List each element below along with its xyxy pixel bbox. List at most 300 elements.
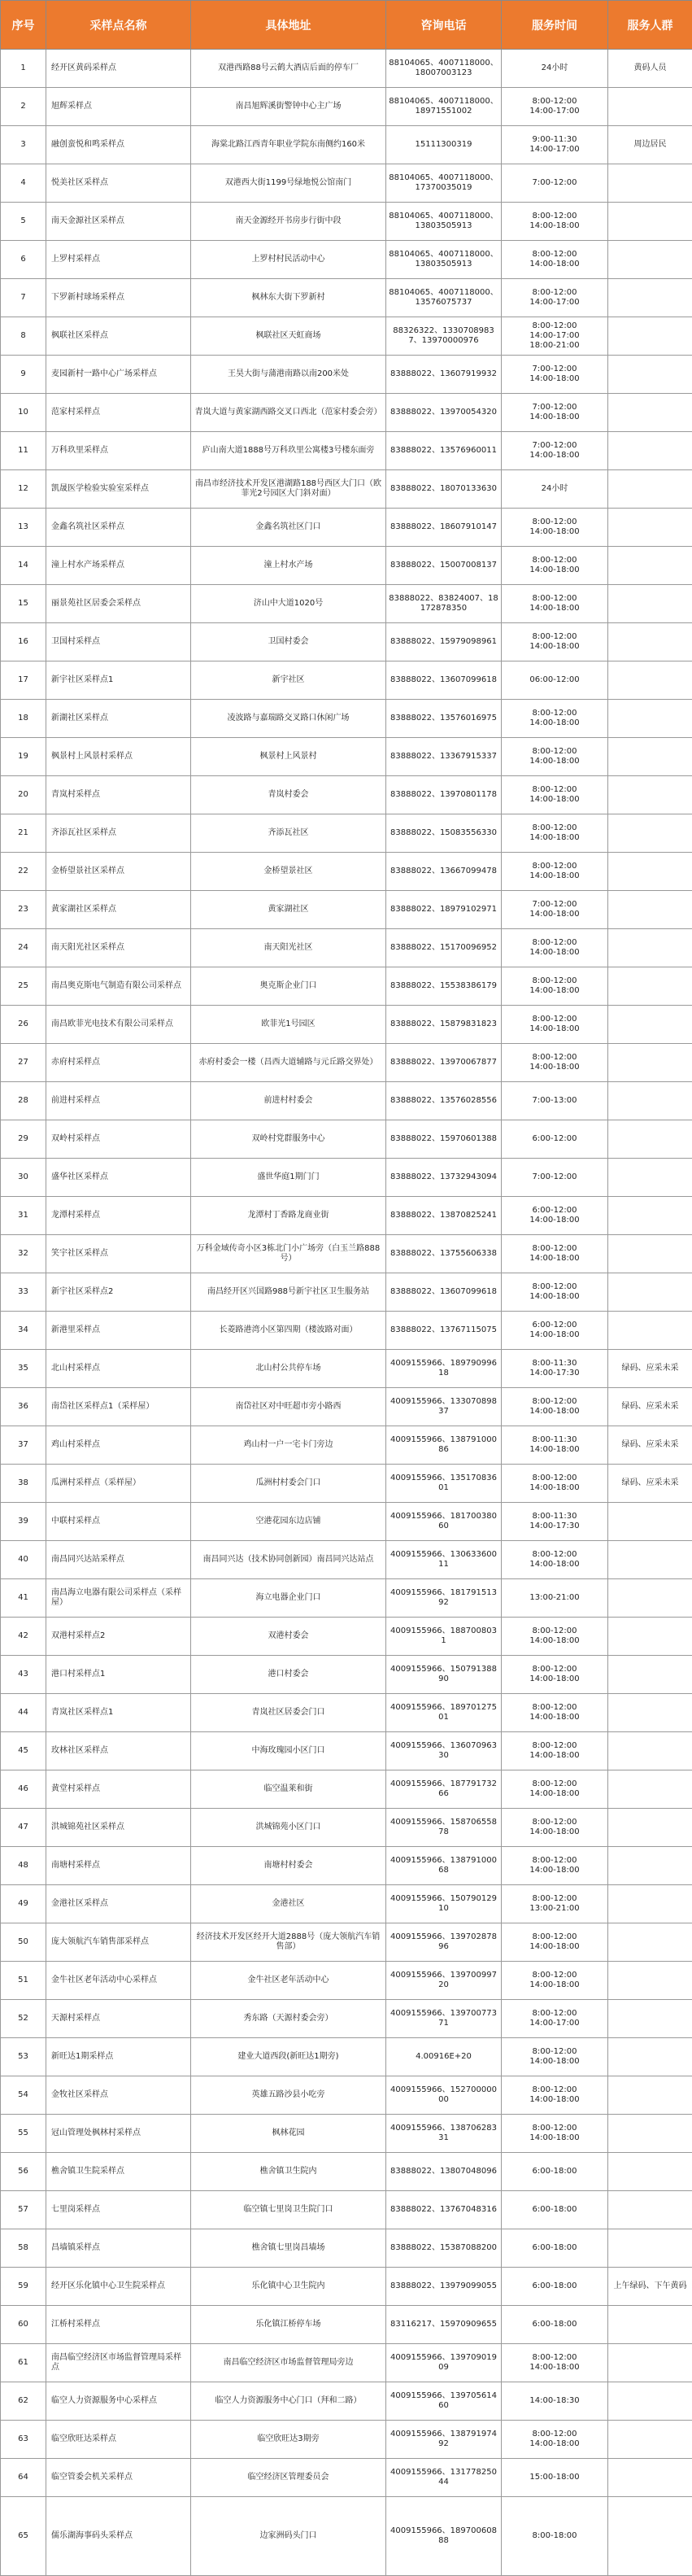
cell-time: 8:00-12:00 14:00-18:00 [502,2038,608,2076]
cell-phone: 83888022、13870825241 [386,1197,502,1235]
cell-name: 麦园新村一路中心广场采样点 [46,356,191,394]
cell-time: 9:00-11:30 14:00-17:00 [502,126,608,164]
cell-phone: 4009155966、18979099618 [386,1350,502,1388]
cell-phone: 83888022、13576016975 [386,700,502,738]
cell-crowd [608,967,692,1006]
cell-address: 双港西路88号云鹤大酒店后面的停车厂 [191,50,386,88]
cell-phone: 83888022、15979098961 [386,623,502,661]
cell-name: 旭辉采样点 [46,88,191,126]
cell-time: 8:00-12:00 14:00-18:00 [502,1770,608,1809]
cell-crowd [608,1694,692,1732]
cell-no: 47 [1,1809,46,1847]
cell-name: 南昌同兴达站采样点 [46,1541,191,1579]
cell-no: 21 [1,814,46,853]
cell-no: 38 [1,1465,46,1503]
cell-address: 万科金域传奇小区3栋北门小广场旁（白玉兰路888号） [191,1235,386,1273]
cell-phone: 83888022、13732943094 [386,1159,502,1197]
cell-address: 凌波路与嘉瑞路交叉路口休闲广场 [191,700,386,738]
cell-time: 8:00-12:00 14:00-18:00 [502,776,608,814]
cell-address: 南昌临空经济区市场监督管理局旁边 [191,2344,386,2382]
cell-time: 6:00-18:00 [502,2268,608,2306]
cell-address: 瓜洲村村委会门口 [191,1465,386,1503]
cell-name: 金桥望景社区采样点 [46,853,191,891]
table-row [1,1312,692,1350]
cell-crowd [608,1541,692,1579]
cell-phone: 4009155966、13970287896 [386,1923,502,1962]
cell-crowd [608,2459,692,2497]
table-row [1,2421,692,2459]
cell-no: 16 [1,623,46,661]
cell-address: 鸡山村一户一宅卡门旁边 [191,1426,386,1465]
cell-phone: 4009155966、18779173266 [386,1770,502,1809]
cell-name: 齐添瓦社区采样点 [46,814,191,853]
cell-address: 枫联社区天虹商场 [191,317,386,356]
cell-no: 56 [1,2153,46,2191]
cell-address: 南岱社区对中旺超市旁小路西 [191,1388,386,1426]
cell-no: 31 [1,1197,46,1235]
cell-no: 44 [1,1694,46,1732]
cell-phone: 4009155966、13970901909 [386,2344,502,2382]
cell-time: 8:00-12:00 14:00-18:00 [502,2344,608,2382]
cell-name: 中联村采样点 [46,1503,191,1541]
cell-name: 临空欣旺达采样点 [46,2421,191,2459]
cell-no: 50 [1,1923,46,1962]
cell-time: 14:00-18:30 [502,2382,608,2421]
cell-name: 南昌奥克斯电气制造有限公司采样点 [46,967,191,1006]
cell-time: 8:00-12:00 14:00-18:00 [502,1656,608,1694]
cell-no: 51 [1,1962,46,2000]
cell-time: 7:00-12:00 14:00-18:00 [502,394,608,432]
table-row [1,470,692,509]
cell-phone: 4009155966、13177825044 [386,2459,502,2497]
cell-crowd [608,2229,692,2268]
cell-name: 北山村采样点 [46,1350,191,1388]
cell-phone: 83116217、15970909655 [386,2306,502,2344]
cell-phone: 83888022、13667099478 [386,853,502,891]
cell-crowd [608,814,692,853]
table-row [1,1159,692,1197]
cell-name: 新湖社区采样点 [46,700,191,738]
cell-time: 6:00-18:00 [502,2306,608,2344]
cell-name: 悦美社区采样点 [46,164,191,203]
cell-crowd [608,2306,692,2344]
table-row [1,317,692,356]
cell-no: 22 [1,853,46,891]
cell-address: 南昌经开区兴国路988号新宇社区卫生服务站 [191,1273,386,1312]
cell-name: 凯晟医学检验实验室采样点 [46,470,191,509]
cell-time: 8:00-12:00 13:00-21:00 [502,1885,608,1923]
cell-no: 37 [1,1426,46,1465]
cell-crowd [608,853,692,891]
table-row [1,700,692,738]
cell-name: 南天阳光社区采样点 [46,929,191,967]
cell-no: 8 [1,317,46,356]
cell-phone: 83888022、13607099618 [386,661,502,700]
cell-name: 枫景村上风景村采样点 [46,738,191,776]
cell-no: 14 [1,547,46,585]
cell-no: 23 [1,891,46,929]
cell-phone: 83888022、15083556330 [386,814,502,853]
cell-name: 洪城锦苑社区采样点 [46,1809,191,1847]
cell-phone: 4009155966、15270000000 [386,2076,502,2115]
cell-address: 青岚村委会 [191,776,386,814]
cell-time: 6:00-12:00 14:00-18:00 [502,1312,608,1350]
table-row [1,1847,692,1885]
cell-name: 临空管委会机关采样点 [46,2459,191,2497]
cell-no: 35 [1,1350,46,1388]
cell-time: 8:00-12:00 14:00-18:00 [502,585,608,623]
cell-name: 范家村采样点 [46,394,191,432]
cell-crowd [608,2153,692,2191]
cell-no: 28 [1,1082,46,1120]
cell-phone: 4009155966、13063360011 [386,1541,502,1579]
cell-crowd [608,2382,692,2421]
cell-name: 赤府村采样点 [46,1044,191,1082]
cell-no: 5 [1,203,46,241]
table-row [1,853,692,891]
cell-time: 24小时 [502,470,608,509]
cell-crowd [608,2421,692,2459]
cell-time: 13:00-21:00 [502,1579,608,1618]
cell-time: 8:00-11:30 14:00-18:00 [502,1426,608,1465]
table-row [1,967,692,1006]
cell-time: 8:00-12:00 14:00-18:00 [502,929,608,967]
cell-phone: 4009155966、13970077371 [386,2000,502,2038]
cell-address: 海棠北路江西青年职业学院东南侧约160米 [191,126,386,164]
cell-address: 秀东路（天源村委会旁） [191,2000,386,2038]
cell-no: 57 [1,2191,46,2229]
cell-address: 双岭村党群服务中心 [191,1120,386,1159]
cell-time: 8:00-12:00 14:00-18:00 [502,1541,608,1579]
cell-phone: 88104065、4007118000、13803505913 [386,203,502,241]
cell-no: 62 [1,2382,46,2421]
cell-name: 南昌临空经济区市场监督管理局采样点 [46,2344,191,2382]
cell-address: 枫林花园 [191,2115,386,2153]
table-row [1,547,692,585]
cell-crowd: 上午绿码、下午黄码 [608,2268,692,2306]
table-row [1,2497,692,2576]
table-row [1,394,692,432]
table-row [1,1962,692,2000]
cell-address: 前进村村委会 [191,1082,386,1120]
cell-crowd [608,2038,692,2076]
cell-name: 瓜洲村采样点（采样屋） [46,1465,191,1503]
cell-address: 金港社区 [191,1885,386,1923]
cell-time: 7:00-12:00 [502,164,608,203]
cell-phone: 83888022、13767115075 [386,1312,502,1350]
cell-address: 樵舍镇卫生院内 [191,2153,386,2191]
cell-address: 枫景村上风景村 [191,738,386,776]
cell-crowd: 周边居民 [608,126,692,164]
cell-name: 江桥村采样点 [46,2306,191,2344]
cell-phone: 4009155966、13970561460 [386,2382,502,2421]
table-row [1,2229,692,2268]
cell-address: 长菱路港湾小区第四期（楼波路对面） [191,1312,386,1350]
cell-no: 61 [1,2344,46,2382]
cell-no: 59 [1,2268,46,2306]
cell-time: 8:00-12:00 14:00-18:00 [502,853,608,891]
table-row [1,585,692,623]
cell-crowd [608,700,692,738]
table-row [1,1618,692,1656]
table-row [1,738,692,776]
cell-phone: 83888022、13576960011 [386,432,502,470]
cell-phone: 4.00916E+20 [386,2038,502,2076]
cell-phone: 83888022、15538386179 [386,967,502,1006]
cell-address: 英雄五路沙县小吃旁 [191,2076,386,2115]
cell-no: 25 [1,967,46,1006]
cell-name: 卫国村采样点 [46,623,191,661]
cell-crowd [608,1235,692,1273]
cell-address: 上罗村村民活动中心 [191,241,386,279]
cell-address: 庐山南大道1888号万科玖里公寓楼3号楼东面旁 [191,432,386,470]
cell-crowd [608,279,692,317]
table-row [1,126,692,164]
cell-time: 7:00-12:00 14:00-18:00 [502,356,608,394]
cell-crowd [608,2076,692,2115]
cell-name: 南昌海立电器有限公司采样点（采样屋） [46,1579,191,1618]
table-row [1,1120,692,1159]
cell-crowd [608,1618,692,1656]
cell-phone: 83888022、15879831823 [386,1006,502,1044]
cell-time: 8:00-12:00 14:00-18:00 [502,1847,608,1885]
cell-name: 港口村采样点1 [46,1656,191,1694]
cell-name: 七里岗采样点 [46,2191,191,2229]
cell-crowd [608,1923,692,1962]
cell-time: 6:00-12:00 [502,1120,608,1159]
cell-time: 8:00-12:00 14:00-18:00 [502,203,608,241]
cell-phone: 83888022、15170096952 [386,929,502,967]
cell-time: 8:00-12:00 14:00-18:00 [502,700,608,738]
cell-name: 玫林社区采样点 [46,1732,191,1770]
cell-phone: 4009155966、1887008031 [386,1618,502,1656]
cell-phone: 88104065、4007118000、18971551002 [386,88,502,126]
cell-no: 41 [1,1579,46,1618]
cell-phone: 83888022、13767048316 [386,2191,502,2229]
cell-crowd [608,164,692,203]
table-row [1,1044,692,1082]
cell-phone: 4009155966、13870628331 [386,2115,502,2153]
table-row [1,432,692,470]
cell-time: 8:00-12:00 14:00-18:00 [502,623,608,661]
table-row [1,776,692,814]
cell-no: 18 [1,700,46,738]
cell-time: 7:00-12:00 [502,1159,608,1197]
cell-name: 潼上村水产场采样点 [46,547,191,585]
cell-no: 60 [1,2306,46,2344]
cell-address: 枫林东大街下罗新村 [191,279,386,317]
cell-crowd [608,317,692,356]
cell-time: 8:00-12:00 14:00-18:00 [502,1618,608,1656]
cell-no: 10 [1,394,46,432]
cell-time: 8:00-12:00 14:00-18:00 [502,1923,608,1962]
table-row [1,2306,692,2344]
cell-name: 黄堂村采样点 [46,1770,191,1809]
cell-name: 万科玖里采样点 [46,432,191,470]
cell-address: 北山村公共停车场 [191,1350,386,1388]
cell-time: 8:00-12:00 14:00-18:00 [502,1465,608,1503]
table-row [1,164,692,203]
cell-address: 青岚大道与黄家湖西路交叉口西北（范家村委会旁） [191,394,386,432]
cell-no: 46 [1,1770,46,1809]
cell-time: 8:00-12:00 14:00-18:00 [502,814,608,853]
cell-address: 空港花园东边店铺 [191,1503,386,1541]
cell-crowd [608,1006,692,1044]
cell-no: 64 [1,2459,46,2497]
cell-no: 54 [1,2076,46,2115]
cell-no: 20 [1,776,46,814]
cell-no: 33 [1,1273,46,1312]
cell-phone: 88104065、4007118000、13576075737 [386,279,502,317]
table-row [1,1770,692,1809]
cell-name: 新宇社区采样点2 [46,1273,191,1312]
cell-address: 乐化镇江桥停车场 [191,2306,386,2344]
header-name: 采样点名称 [46,1,191,50]
cell-phone: 83888022、83824007、18172878350 [386,585,502,623]
cell-phone: 83888022、15970601388 [386,1120,502,1159]
cell-time: 8:00-12:00 14:00-18:00 [502,1044,608,1082]
cell-phone: 83888022、13979099055 [386,2268,502,2306]
cell-crowd [608,1962,692,2000]
cell-phone: 88104065、4007118000、17370035019 [386,164,502,203]
header-no: 序号 [1,1,46,50]
table-row [1,1235,692,1273]
cell-crowd [608,1732,692,1770]
cell-address: 海立电器企业门口 [191,1579,386,1618]
cell-no: 40 [1,1541,46,1579]
cell-name: 丽景苑社区居委会采样点 [46,585,191,623]
cell-name: 南昌欧菲光电技术有限公司采样点 [46,1006,191,1044]
cell-crowd [608,2115,692,2153]
cell-no: 42 [1,1618,46,1656]
cell-address: 双港西大街1199号绿地悦公馆南门 [191,164,386,203]
cell-address: 卫国村委会 [191,623,386,661]
cell-name: 黄家湖社区采样点 [46,891,191,929]
cell-crowd [608,203,692,241]
cell-time: 7:00-12:00 14:00-18:00 [502,891,608,929]
table-row [1,1465,692,1503]
cell-address: 济山中大道1020号 [191,585,386,623]
header-address: 具体地址 [191,1,386,50]
cell-name: 金牧社区采样点 [46,2076,191,2115]
cell-no: 9 [1,356,46,394]
table-row [1,241,692,279]
cell-name: 金牛社区老年活动中心采样点 [46,1962,191,2000]
cell-phone: 83888022、13807048096 [386,2153,502,2191]
cell-name: 龙潭村采样点 [46,1197,191,1235]
cell-name: 双岭村采样点 [46,1120,191,1159]
cell-address: 潼上村水产场 [191,547,386,585]
cell-no: 65 [1,2497,46,2576]
table-row [1,2344,692,2382]
cell-crowd: 绿码、应采未采 [608,1426,692,1465]
cell-name: 经开区黄码采样点 [46,50,191,88]
cell-crowd [608,2000,692,2038]
cell-time: 8:00-12:00 14:00-18:00 [502,1962,608,2000]
cell-phone: 4009155966、13607096330 [386,1732,502,1770]
cell-time: 15:00-18:00 [502,2459,608,2497]
cell-time: 8:00-12:00 14:00-18:00 [502,2421,608,2459]
cell-name: 昌墙镇采样点 [46,2229,191,2268]
cell-address: 青岚社区居委会门口 [191,1694,386,1732]
cell-crowd [608,891,692,929]
cell-crowd: 黄码人员 [608,50,692,88]
cell-crowd [608,470,692,509]
cell-crowd [608,1885,692,1923]
table-row [1,2000,692,2038]
cell-no: 2 [1,88,46,126]
cell-time: 8:00-11:30 14:00-17:30 [502,1350,608,1388]
cell-no: 52 [1,2000,46,2038]
cell-time: 8:00-12:00 14:00-17:00 [502,88,608,126]
cell-time: 8:00-12:00 14:00-18:00 [502,1006,608,1044]
cell-no: 13 [1,509,46,547]
cell-phone: 4009155966、15870655878 [386,1809,502,1847]
cell-no: 43 [1,1656,46,1694]
cell-name: 前进村采样点 [46,1082,191,1120]
table-row [1,1923,692,1962]
cell-phone: 4009155966、13879197492 [386,2421,502,2459]
cell-name: 金鑫名筑社区采样点 [46,509,191,547]
cell-name: 天源村采样点 [46,2000,191,2038]
cell-no: 27 [1,1044,46,1082]
cell-crowd [608,661,692,700]
cell-phone: 4009155966、18179151392 [386,1579,502,1618]
cell-crowd [608,1770,692,1809]
cell-time: 8:00-12:00 14:00-18:00 [502,1235,608,1273]
cell-phone: 4009155966、18970127501 [386,1694,502,1732]
table-row [1,1694,692,1732]
cell-name: 新港里采样点 [46,1312,191,1350]
cell-name: 新旺达1期采样点 [46,2038,191,2076]
cell-phone: 4009155966、18970060888 [386,2497,502,2576]
cell-address: 临空镇七里岗卫生院门口 [191,2191,386,2229]
table-row [1,2076,692,2115]
cell-address: 南昌市经济技术开发区港湖路188号西区大门口（欧菲光2号园区大门斜对面） [191,470,386,509]
cell-no: 3 [1,126,46,164]
table-row [1,1006,692,1044]
cell-name: 双港村采样点2 [46,1618,191,1656]
table-row [1,88,692,126]
cell-name: 上罗村采样点 [46,241,191,279]
cell-time: 06:00-12:00 [502,661,608,700]
cell-time: 8:00-18:00 [502,2497,608,2576]
cell-time: 6:00-18:00 [502,2229,608,2268]
cell-phone: 83888022、13970067877 [386,1044,502,1082]
cell-crowd: 绿码、应采未采 [608,1388,692,1426]
cell-phone: 83888022、13576028556 [386,1082,502,1120]
cell-phone: 88326322、13307089837、13970000976 [386,317,502,356]
cell-no: 29 [1,1120,46,1159]
cell-time: 8:00-12:00 14:00-18:00 [502,2115,608,2153]
table-row [1,1082,692,1120]
cell-no: 19 [1,738,46,776]
table-row [1,1541,692,1579]
cell-name: 融创蛮悦和鸣采样点 [46,126,191,164]
cell-address: 建业大道西段(新旺达1期旁) [191,2038,386,2076]
cell-address: 王昊大街与蒲港南路以南200米处 [191,356,386,394]
table-row [1,2382,692,2421]
cell-no: 7 [1,279,46,317]
cell-no: 58 [1,2229,46,2268]
table-row [1,50,692,88]
table-row [1,891,692,929]
cell-address: 洪城锦苑小区门口 [191,1809,386,1847]
table-row [1,1503,692,1541]
table-row [1,356,692,394]
cell-name: 冠山管理处枫林村采样点 [46,2115,191,2153]
cell-no: 32 [1,1235,46,1273]
